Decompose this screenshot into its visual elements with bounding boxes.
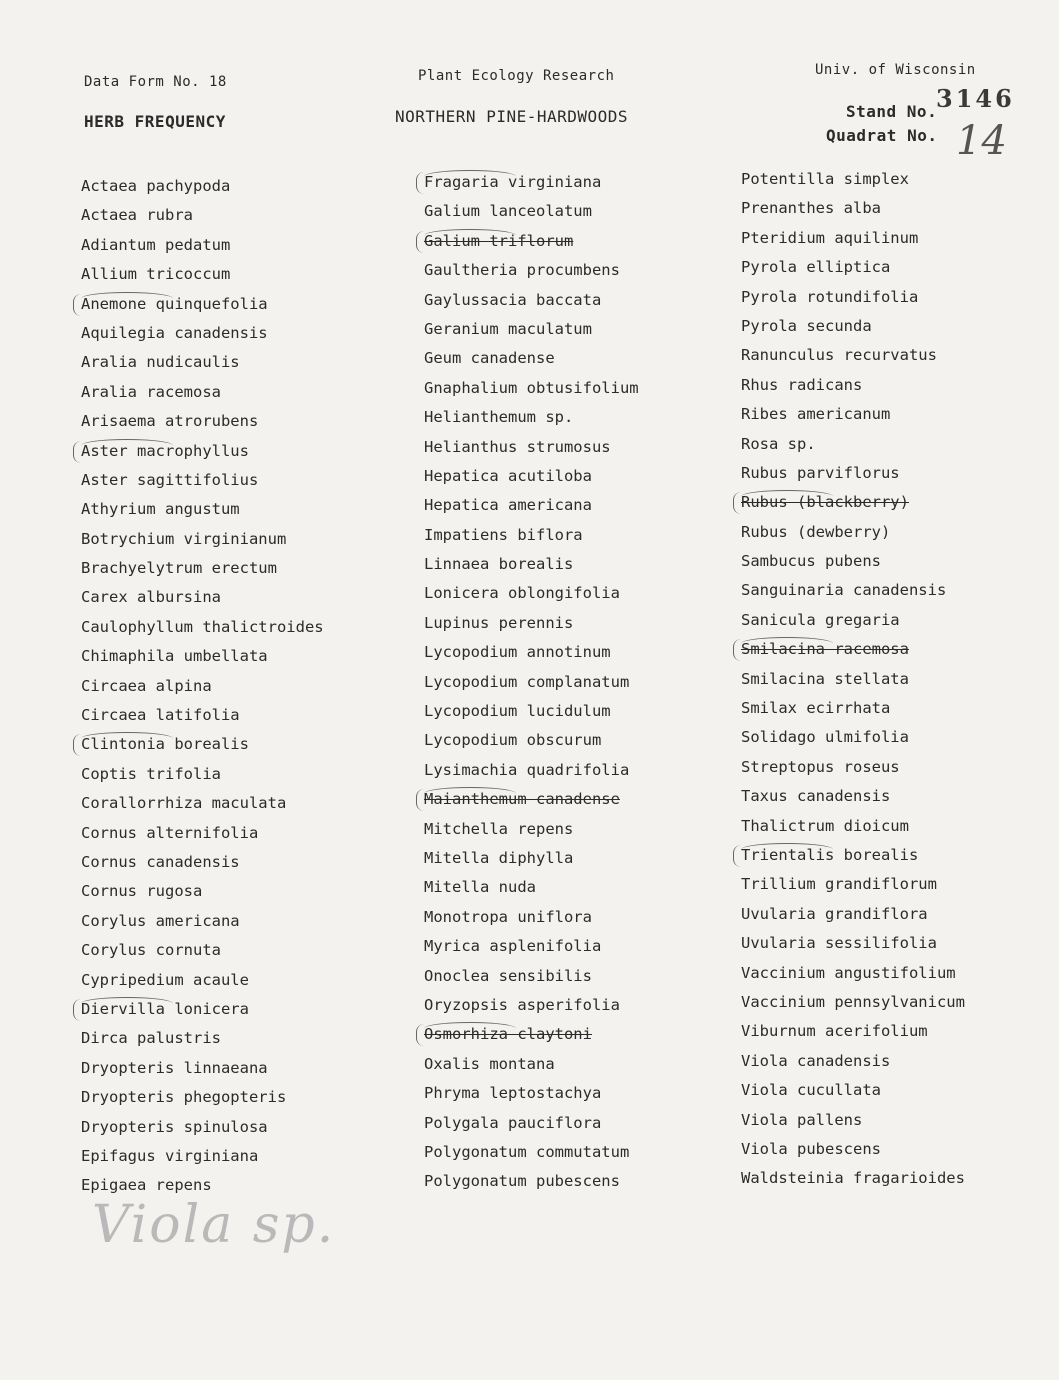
species-name: Potentilla simplex	[741, 170, 909, 188]
species-item	[81, 1024, 324, 1053]
species-item	[741, 841, 965, 870]
species-item	[741, 341, 965, 370]
species-name: Botrychium virginianum	[81, 529, 287, 548]
pencil-arc-mark	[81, 292, 173, 305]
species-column-1	[81, 172, 324, 1201]
species-item	[741, 400, 965, 429]
species-item	[81, 466, 324, 495]
species-name: Galium triflorum	[424, 231, 574, 250]
species-name: Vaccinium pennsylvanicum	[741, 992, 965, 1011]
species-name: Dryopteris linnaeana	[81, 1058, 268, 1077]
species-item	[741, 1135, 965, 1164]
species-name: Cornus alternifolia	[81, 823, 259, 842]
species-item	[424, 932, 639, 961]
species-name: Carex albursina	[81, 588, 221, 607]
species-name: Ranunculus recurvatus	[741, 346, 937, 365]
species-name: Pyrola secunda	[741, 316, 872, 335]
species-item	[81, 877, 324, 906]
species-item	[424, 521, 639, 550]
species-name: Fragaria virginiana	[424, 173, 602, 191]
species-item	[81, 966, 324, 995]
community-type: NORTHERN PINE-HARDWOODS	[395, 107, 629, 126]
species-item	[81, 554, 324, 583]
species-item	[741, 1106, 965, 1135]
species-item	[741, 900, 965, 929]
species-name: Rubus (blackberry)	[741, 493, 909, 512]
species-item	[424, 844, 639, 873]
species-name: Gnaphalium obtusifolium	[424, 378, 639, 397]
species-name: Lonicera oblongifolia	[424, 584, 620, 603]
species-name: Sambucus pubens	[741, 552, 881, 571]
species-item	[424, 256, 639, 285]
species-name: Gaultheria procumbens	[424, 261, 620, 280]
species-item	[81, 583, 324, 612]
species-item	[81, 525, 324, 554]
species-name: Actaea pachypoda	[81, 177, 231, 195]
species-item	[424, 550, 639, 579]
species-name: Clintonia borealis	[81, 735, 249, 754]
species-name: Hepatica acutiloba	[424, 466, 592, 485]
species-name: Taxus canadensis	[741, 787, 891, 806]
species-name: Rubus (dewberry)	[741, 522, 891, 541]
species-item	[424, 991, 639, 1020]
species-item	[741, 430, 965, 459]
species-item	[81, 730, 324, 759]
organization: Plant Ecology Research	[418, 68, 615, 84]
species-name: Pteridium aquilinum	[741, 228, 919, 247]
species-item	[741, 753, 965, 782]
species-name: Hepatica americana	[424, 496, 592, 515]
species-item	[424, 638, 639, 667]
species-item	[81, 995, 324, 1024]
species-name: Polygonatum commutatum	[424, 1142, 630, 1161]
species-name: Thalictrum dioicum	[741, 816, 909, 835]
species-name: Allium tricoccum	[81, 265, 231, 284]
species-item	[741, 812, 965, 841]
species-item	[424, 1020, 639, 1049]
species-name: Cornus canadensis	[81, 852, 240, 871]
species-item	[741, 165, 965, 194]
species-name: Oxalis montana	[424, 1054, 555, 1073]
species-name: Dryopteris spinulosa	[81, 1117, 268, 1136]
species-item	[424, 462, 639, 491]
species-item	[81, 1142, 324, 1171]
species-name: Viburnum acerifolium	[741, 1022, 928, 1041]
pencil-note: Viola sp.	[92, 1195, 336, 1255]
species-item	[424, 962, 639, 991]
species-item	[741, 635, 965, 664]
species-name: Sanicula gregaria	[741, 610, 900, 629]
species-name: Aquilegia canadensis	[81, 323, 268, 342]
species-item	[424, 1079, 639, 1108]
species-item	[424, 286, 639, 315]
species-name: Actaea rubra	[81, 206, 193, 225]
species-item	[81, 407, 324, 436]
species-name: Prenanthes alba	[741, 199, 881, 218]
species-name: Dryopteris phegopteris	[81, 1088, 287, 1107]
species-name: Gaylussacia baccata	[424, 290, 602, 309]
species-column-3	[741, 165, 965, 1194]
species-name: Helianthus strumosus	[424, 437, 611, 456]
species-name: Ribes americanum	[741, 405, 891, 424]
species-name: Caulophyllum thalictroides	[81, 617, 324, 636]
species-name: Pyrola rotundifolia	[741, 287, 919, 306]
species-name: Osmorhiza claytoni	[424, 1025, 592, 1044]
species-name: Monotropa uniflora	[424, 907, 592, 926]
species-item	[424, 756, 639, 785]
species-name: Polygala pauciflora	[424, 1113, 602, 1132]
species-item	[741, 1164, 965, 1193]
species-item	[424, 168, 639, 197]
species-name: Helianthemum sp.	[424, 408, 574, 427]
species-name: Lycopodium complanatum	[424, 672, 630, 691]
species-item	[741, 1076, 965, 1105]
quadrat-number: 14	[956, 118, 1007, 164]
species-name: Athyrium angustum	[81, 500, 240, 519]
species-name: Circaea alpina	[81, 676, 212, 695]
species-item	[424, 227, 639, 256]
species-item	[81, 1083, 324, 1112]
species-item	[424, 1050, 639, 1079]
species-item	[741, 253, 965, 282]
pencil-arc-mark	[741, 843, 833, 856]
pencil-arc-mark	[424, 229, 516, 242]
species-name: Uvularia grandiflora	[741, 904, 928, 923]
species-name: Circaea latifolia	[81, 706, 240, 725]
species-name: Trillium grandiflorum	[741, 875, 937, 894]
species-name: Lycopodium lucidulum	[424, 702, 611, 721]
species-name: Rosa sp.	[741, 434, 816, 453]
species-item	[81, 1054, 324, 1083]
species-item	[81, 848, 324, 877]
species-item	[81, 819, 324, 848]
species-name: Smilax ecirrhata	[741, 699, 891, 718]
species-item	[424, 785, 639, 814]
species-name: Galium lanceolatum	[424, 202, 592, 221]
species-item	[81, 231, 324, 260]
species-name: Mitella diphylla	[424, 848, 574, 867]
species-item	[741, 576, 965, 605]
species-name: Myrica asplenifolia	[424, 937, 602, 956]
species-name: Coptis trifolia	[81, 764, 221, 783]
species-name: Lysimachia quadrifolia	[424, 760, 630, 779]
species-item	[741, 312, 965, 341]
species-name: Trientalis borealis	[741, 845, 919, 864]
species-item	[741, 488, 965, 517]
species-name: Chimaphila umbellata	[81, 647, 268, 666]
species-name: Lycopodium obscurum	[424, 731, 602, 750]
species-item	[741, 459, 965, 488]
species-item	[741, 194, 965, 223]
species-item	[741, 606, 965, 635]
species-name: Lupinus perennis	[424, 613, 574, 632]
species-item	[81, 319, 324, 348]
species-name: Aster macrophyllus	[81, 441, 249, 460]
stand-number: 3146	[936, 84, 1015, 113]
species-item	[741, 782, 965, 811]
species-item	[424, 197, 639, 226]
species-item	[424, 491, 639, 520]
species-name: Dirca palustris	[81, 1029, 221, 1048]
species-name: Onoclea sensibilis	[424, 966, 592, 985]
species-name: Mitchella repens	[424, 819, 574, 838]
species-item	[424, 815, 639, 844]
species-item	[81, 378, 324, 407]
pencil-arc-mark	[81, 997, 173, 1010]
species-name: Maianthemum canadense	[424, 790, 620, 809]
species-item	[741, 518, 965, 547]
species-item	[741, 929, 965, 958]
species-item	[81, 348, 324, 377]
species-name: Phryma leptostachya	[424, 1084, 602, 1103]
species-item	[81, 1113, 324, 1142]
species-name: Rhus radicans	[741, 375, 863, 394]
species-name: Vaccinium angustifolium	[741, 963, 956, 982]
species-item	[741, 371, 965, 400]
species-name: Polygonatum pubescens	[424, 1172, 620, 1191]
species-item	[741, 988, 965, 1017]
species-item	[424, 609, 639, 638]
species-item	[81, 907, 324, 936]
species-item	[81, 701, 324, 730]
species-name: Viola pubescens	[741, 1139, 881, 1158]
species-name: Smilacina stellata	[741, 669, 909, 688]
species-item	[424, 403, 639, 432]
species-name: Aralia racemosa	[81, 382, 221, 401]
species-name: Lycopodium annotinum	[424, 643, 611, 662]
pencil-arc-mark	[424, 170, 516, 183]
species-name: Mitella nuda	[424, 878, 536, 897]
species-item	[424, 315, 639, 344]
stand-label: Stand No.	[846, 102, 938, 121]
species-name: Solidago ulmifolia	[741, 728, 909, 747]
species-name: Rubus parviflorus	[741, 463, 900, 482]
species-name: Epifagus virginiana	[81, 1146, 259, 1165]
species-name: Corylus cornuta	[81, 941, 221, 960]
species-name: Uvularia sessilifolia	[741, 934, 937, 953]
species-column-2	[424, 168, 639, 1197]
species-item	[741, 283, 965, 312]
species-item	[81, 760, 324, 789]
species-item	[424, 726, 639, 755]
species-item	[424, 697, 639, 726]
species-name: Geum canadense	[424, 349, 555, 368]
species-item	[741, 1047, 965, 1076]
species-item	[741, 665, 965, 694]
species-item	[424, 1138, 639, 1167]
quadrat-label: Quadrat No.	[826, 126, 938, 145]
species-name: Viola cucullata	[741, 1081, 881, 1100]
species-name: Adiantum pedatum	[81, 235, 231, 254]
species-item	[81, 672, 324, 701]
species-name: Aster sagittifolius	[81, 470, 259, 489]
species-name: Viola pallens	[741, 1110, 863, 1129]
form-title: HERB FREQUENCY	[84, 112, 226, 131]
species-name: Anemone quinquefolia	[81, 294, 268, 313]
species-name: Viola canadensis	[741, 1051, 891, 1070]
species-name: Cornus rugosa	[81, 882, 203, 901]
species-name: Cypripedium acaule	[81, 970, 249, 989]
species-item	[741, 694, 965, 723]
species-name: Linnaea borealis	[424, 555, 574, 574]
species-name: Oryzopsis asperifolia	[424, 995, 620, 1014]
species-item	[81, 495, 324, 524]
species-item	[424, 1109, 639, 1138]
species-item	[741, 723, 965, 752]
species-name: Impatiens biflora	[424, 525, 583, 544]
species-name: Smilacina racemosa	[741, 640, 909, 659]
species-name: Diervilla lonicera	[81, 999, 249, 1018]
species-item	[81, 260, 324, 289]
species-name: Epigaea repens	[81, 1176, 212, 1195]
species-item	[424, 903, 639, 932]
species-item	[741, 870, 965, 899]
species-name: Corylus americana	[81, 911, 240, 930]
species-item	[741, 547, 965, 576]
species-item	[424, 1167, 639, 1196]
species-name: Brachyelytrum erectum	[81, 559, 277, 578]
species-item	[424, 668, 639, 697]
species-name: Geranium maculatum	[424, 319, 592, 338]
species-item	[81, 437, 324, 466]
species-name: Aralia nudicaulis	[81, 353, 240, 372]
species-item	[424, 579, 639, 608]
species-item	[81, 172, 324, 201]
species-item	[741, 224, 965, 253]
species-item	[424, 433, 639, 462]
species-name: Corallorrhiza maculata	[81, 794, 287, 813]
species-item	[81, 201, 324, 230]
form-number: Data Form No. 18	[84, 74, 227, 90]
species-item	[81, 290, 324, 319]
species-name: Waldsteinia fragarioides	[741, 1169, 965, 1188]
species-item	[81, 613, 324, 642]
species-item	[424, 873, 639, 902]
species-item	[81, 642, 324, 671]
species-name: Pyrola elliptica	[741, 258, 891, 277]
species-item	[741, 959, 965, 988]
species-item	[424, 374, 639, 403]
species-name: Sanguinaria canadensis	[741, 581, 947, 600]
species-item	[741, 1017, 965, 1046]
university: Univ. of Wisconsin	[815, 62, 976, 78]
species-name: Streptopus roseus	[741, 757, 900, 776]
species-item	[424, 344, 639, 373]
species-item	[81, 789, 324, 818]
species-item	[81, 936, 324, 965]
species-name: Arisaema atrorubens	[81, 412, 259, 431]
pencil-arc-mark	[81, 439, 173, 452]
